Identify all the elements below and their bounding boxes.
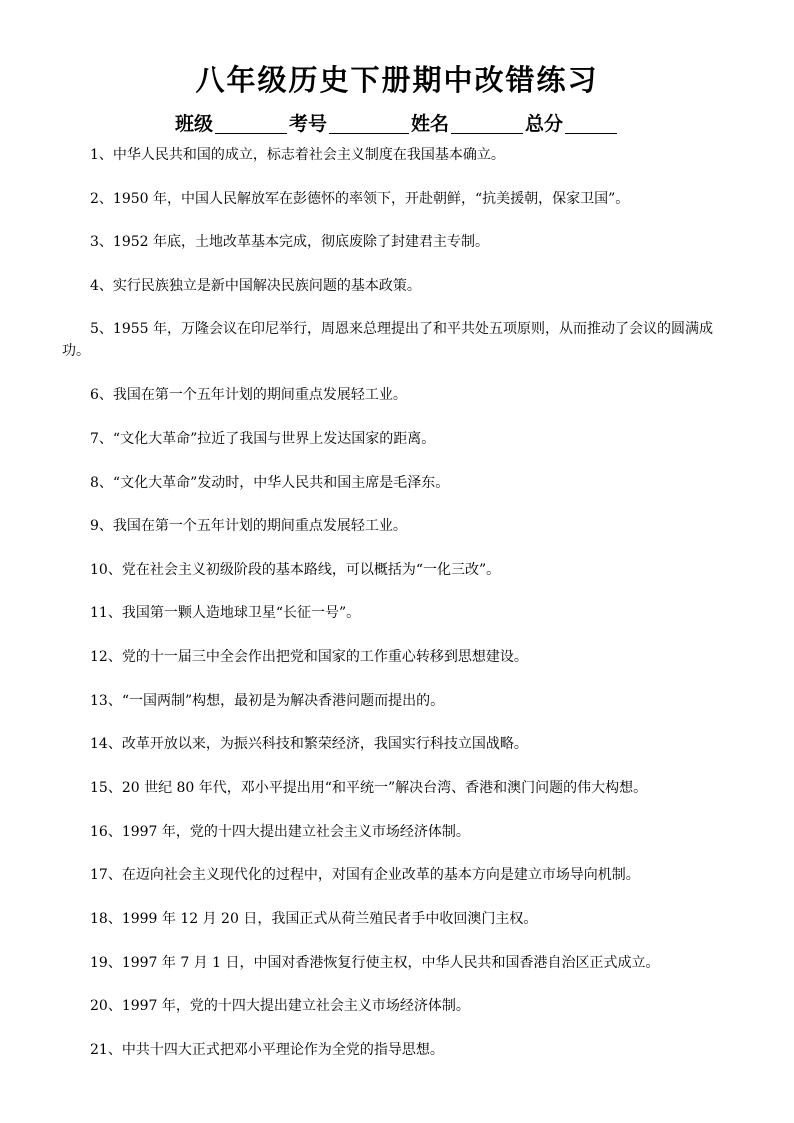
question-11: 11、我国第一颗人造地球卫星“长征一号”。 (90, 605, 361, 621)
class-field (175, 110, 289, 138)
question-2: 2、1950 年，中国人民解放军在彭德怀的率领下，开赴朝鲜，“抗美援朝，保家卫国”。 (90, 191, 630, 207)
question-16: 16、1997 年，党的十四大提出建立社会主义市场经济体制。 (90, 824, 470, 840)
exam-number-field (289, 110, 411, 138)
question-12: 12、党的十一届三中全会作出把党和国家的工作重心转移到思想建设。 (90, 649, 528, 665)
student-info-row (0, 110, 794, 138)
name-field (411, 110, 525, 138)
question-7: 7、“文化大革命”拉近了我国与世界上发达国家的距离。 (90, 431, 436, 447)
question-18: 18、1999 年 12 月 20 日，我国正式从荷兰殖民者手中收回澳门主权。 (90, 911, 538, 927)
question-19: 19、1997 年 7 月 1 日，中国对香港恢复行使主权，中华人民共和国香港自治区正式成立。 (90, 955, 660, 971)
question-4: 4、实行民族独立是新中国解决民族问题的基本政策。 (90, 278, 421, 294)
exam-number-blank (329, 113, 409, 134)
question-9: 9、我国在第一个五年计划的期间重点发展轻工业。 (90, 518, 407, 534)
exam-number-label: 考号 (288, 113, 327, 135)
question-13: 13、“一国两制”构想，最初是为解决香港问题而提出的。 (90, 693, 445, 709)
question-6: 6、我国在第一个五年计划的期间重点发展轻工业。 (90, 387, 407, 403)
question-21: 21、中共十四大正式把邓小平理论作为全党的指导思想。 (90, 1042, 444, 1058)
question-5: 5、1955 年，万隆会议在印尼举行，周恩来总理提出了和平共处五项原则，从而推动了会议的圆满成功。 (62, 321, 713, 359)
question-1: 1、中华人民共和国的成立，标志着社会主义制度在我国基本确立。 (90, 147, 505, 163)
total-score-field (525, 110, 619, 138)
name-label: 姓名 (411, 113, 450, 135)
question-3: 3、1952 年底，土地改革基本完成，彻底废除了封建君主专制。 (90, 234, 489, 250)
total-score-blank (565, 113, 617, 134)
name-blank (451, 113, 523, 134)
page-title: 八年级历史下册期中改错练习 (195, 63, 599, 97)
question-10: 10、党在社会主义初级阶段的基本路线，可以概括为“一化三改”。 (90, 562, 501, 578)
class-blank (215, 113, 287, 134)
question-14: 14、改革开放以来，为振兴科技和繁荣经济，我国实行科技立国战略。 (90, 736, 528, 752)
class-label: 班级 (174, 113, 213, 135)
total-score-label: 总分 (525, 113, 564, 135)
question-20: 20、1997 年，党的十四大提出建立社会主义市场经济体制。 (90, 998, 470, 1014)
question-15: 15、20 世纪 80 年代，邓小平提出用“和平统一”解决台湾、香港和澳门问题的伟大构想。 (90, 780, 648, 796)
question-8: 8、“文化大革命”发动时，中华人民共和国主席是毛泽东。 (90, 475, 450, 491)
question-17: 17、在迈向社会主义现代化的过程中，对国有企业改革的基本方向是建立市场导向机制。 (90, 867, 640, 883)
